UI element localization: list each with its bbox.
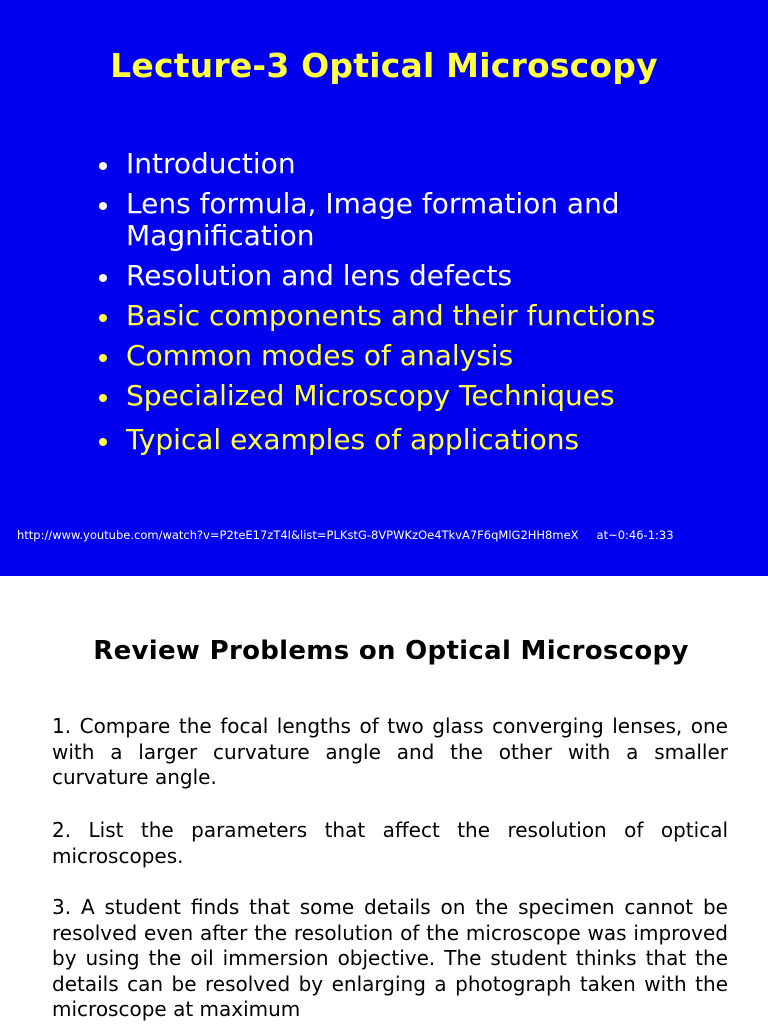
topic-item — [97, 340, 768, 372]
topic-text: Introduction — [126, 147, 296, 180]
problem-1: 1. Compare the focal lengths of two glass converging lenses, one with a larger curvature angle and the other with a smaller curvature angle. — [52, 714, 728, 789]
problem-2: 2. List the parameters that affect the resolution of optical microscopes. — [52, 818, 728, 868]
slide-title: Lecture-3 Optical Microscopy — [110, 46, 658, 85]
bullet-icon — [99, 162, 107, 170]
bullet-icon — [99, 202, 107, 210]
video-url[interactable]: http://www.youtube.com/watch?v=P2teE17zT4I&list=PLKstG-8VPWKzOe4TkvA7F6qMlG2HH8meX — [17, 528, 579, 542]
topic-item — [97, 188, 768, 252]
topic-item — [97, 424, 768, 456]
topic-item — [97, 148, 768, 180]
video-link[interactable] — [17, 528, 674, 542]
topic-text: Lens formula, Image formation and Magnification — [126, 187, 620, 252]
topic-text: Specialized Microscopy Techniques — [126, 379, 615, 412]
bullet-icon — [99, 314, 107, 322]
topic-item — [97, 300, 768, 332]
bullet-icon — [99, 274, 107, 282]
bullet-icon — [99, 354, 107, 362]
problem-3: 3. A student finds that some details on the specimen cannot be resolved even after the resolution of the microscope was improved by using the oil immersion objective. The student thinks that the details can be resolved by enlarging a photograph taken with the microscope at maximum — [52, 895, 728, 1021]
bullet-icon — [99, 438, 107, 446]
video-time-range: at~0:46-1:33 — [596, 528, 674, 542]
topic-item — [97, 380, 768, 412]
topic-item — [97, 260, 768, 292]
topic-text: Typical examples of applications — [126, 423, 580, 456]
bullet-icon — [99, 394, 107, 402]
topic-text: Common modes of analysis — [126, 339, 514, 372]
topic-text: Basic components and their functions — [126, 299, 656, 332]
topic-list — [97, 148, 768, 464]
review-section — [0, 576, 768, 1024]
topic-text: Resolution and lens defects — [126, 259, 513, 292]
review-title: Review Problems on Optical Microscopy — [93, 636, 689, 666]
